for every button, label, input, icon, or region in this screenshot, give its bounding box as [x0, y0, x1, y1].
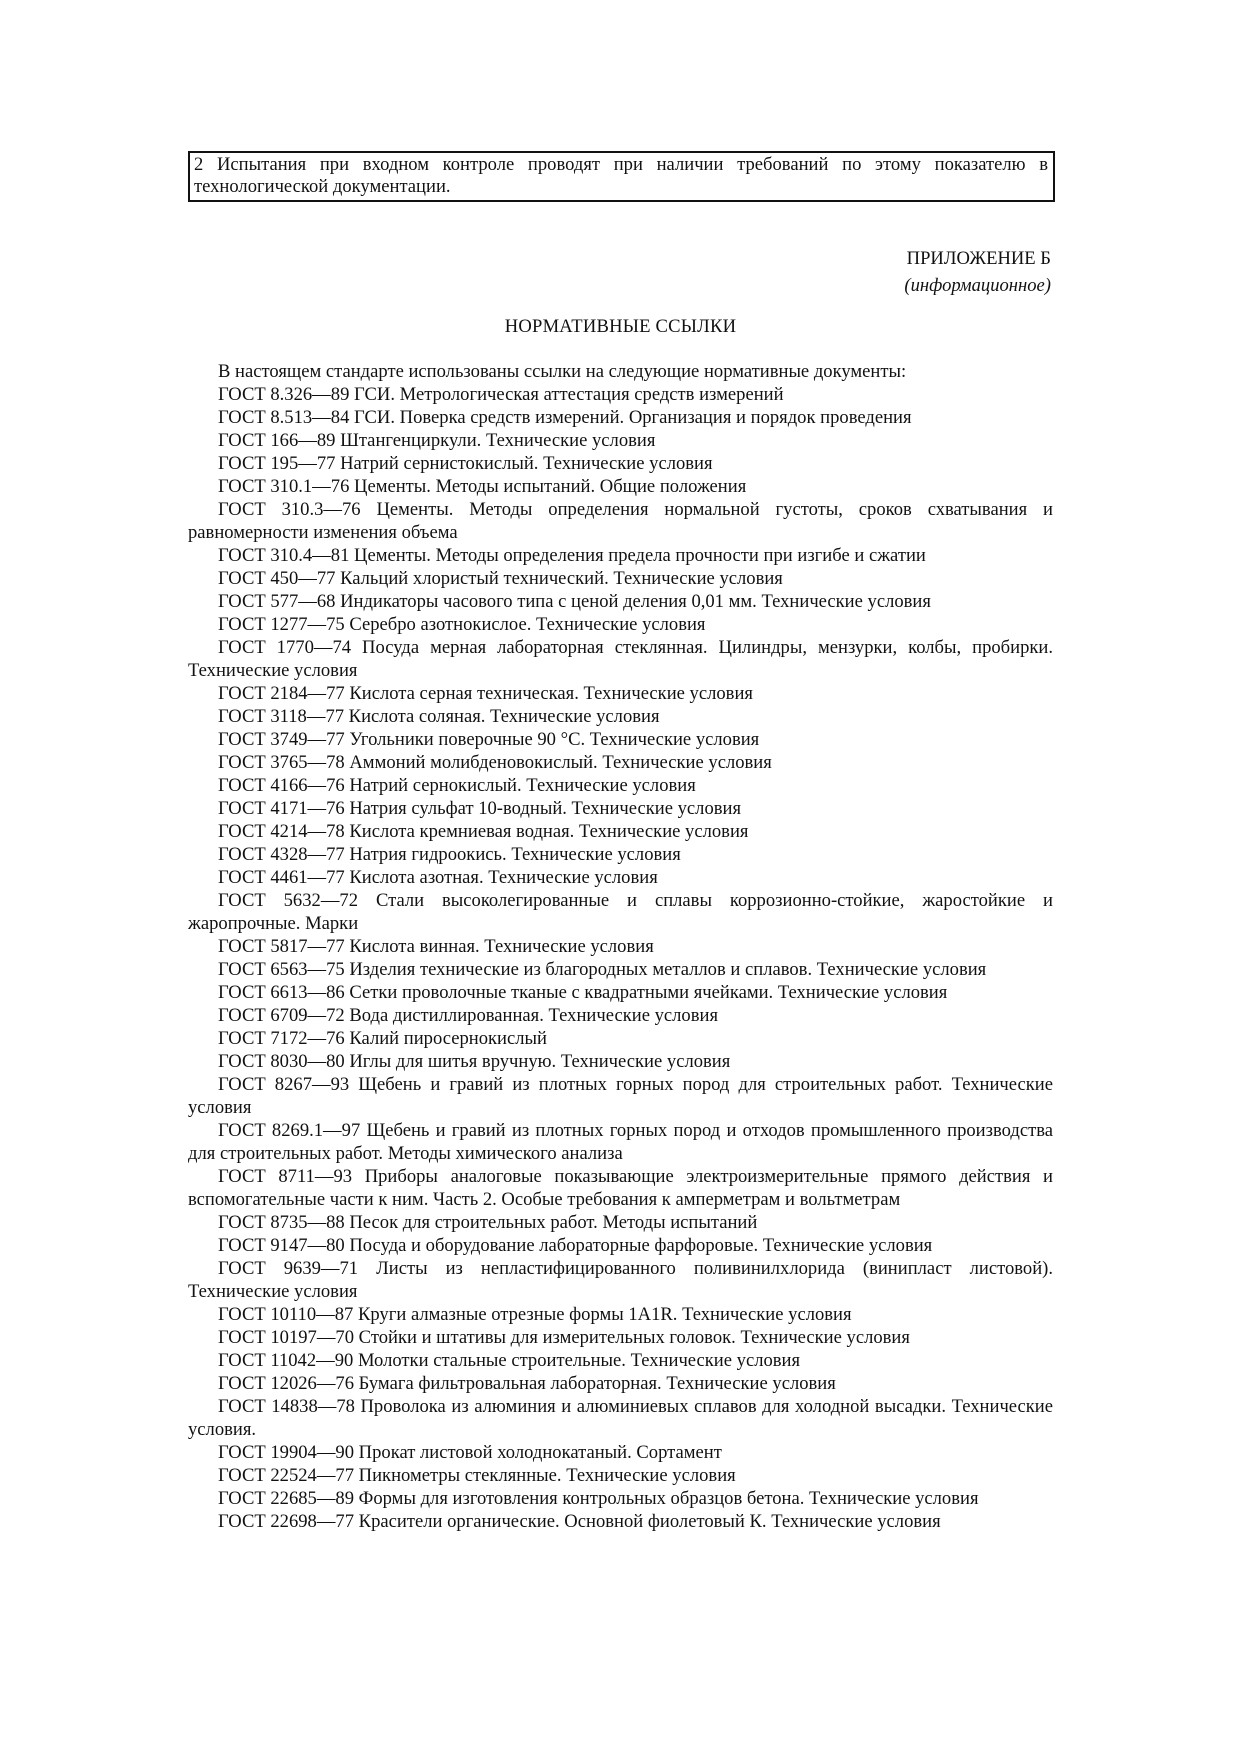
appendix-label: ПРИЛОЖЕНИЕ Б — [906, 248, 1051, 269]
note-text: 2 Испытания при входном контроле проводят при наличии требований по этому показателю в технологической документации. — [194, 154, 1048, 197]
appendix-heading — [904, 245, 1051, 299]
reference-item: ГОСТ 310.4—81 Цементы. Методы определения предела прочности при изгибе и сжатии — [218, 545, 926, 566]
reference-item: ГОСТ 6709—72 Вода дистиллированная. Технические условия — [218, 1005, 718, 1026]
reference-item: ГОСТ 9147—80 Посуда и оборудование лабораторные фарфоровые. Технические условия — [218, 1235, 933, 1256]
reference-item: ГОСТ 22685—89 Формы для изготовления контрольных образцов бетона. Технические условия — [218, 1488, 979, 1509]
reference-item: ГОСТ 19904—90 Прокат листовой холоднокатаный. Сортамент — [218, 1442, 722, 1463]
reference-item: ГОСТ 4166—76 Натрий сернокислый. Технические условия — [218, 775, 696, 796]
reference-item: ГОСТ 4171—76 Натрия сульфат 10-водный. Технические условия — [218, 798, 742, 819]
reference-item: ГОСТ 4461—77 Кислота азотная. Технические условия — [218, 867, 658, 888]
reference-item: ГОСТ 4214—78 Кислота кремниевая водная. Технические условия — [218, 821, 749, 842]
reference-item: ГОСТ 7172—76 Калий пиросернокислый — [218, 1028, 547, 1049]
reference-item: ГОСТ 10110—87 Круги алмазные отрезные формы 1A1R. Технические условия — [218, 1304, 852, 1325]
reference-item: ГОСТ 11042—90 Молотки стальные строительные. Технические условия — [218, 1350, 801, 1371]
reference-item: ГОСТ 310.1—76 Цементы. Методы испытаний. Общие положения — [218, 476, 747, 497]
reference-item: ГОСТ 22524—77 Пикнометры стеклянные. Технические условия — [218, 1465, 736, 1486]
references-list — [188, 360, 1053, 1533]
reference-item: ГОСТ 8030—80 Иглы для шитья вручную. Технические условия — [218, 1051, 731, 1072]
intro-paragraph: В настоящем стандарте использованы ссылки на следующие нормативные документы: — [218, 361, 907, 382]
reference-item: ГОСТ 5817—77 Кислота винная. Технические условия — [218, 936, 654, 957]
reference-item: ГОСТ 9639—71 Листы из непластифицированного поливинилхлорида (винипласт листовой). Технические условия — [188, 1258, 1053, 1302]
appendix-kind: (информационное) — [904, 275, 1051, 296]
reference-item: ГОСТ 8.326—89 ГСИ. Метрологическая аттестация средств измерений — [218, 384, 784, 405]
reference-item: ГОСТ 8711—93 Приборы аналоговые показывающие электроизмерительные прямого действия и вспомогательные части к ним. Часть 2. Особые требования к амперметрам и вольтметрам — [188, 1166, 1053, 1210]
section-title: НОРМАТИВНЫЕ ССЫЛКИ — [504, 316, 737, 337]
reference-item: ГОСТ 5632—72 Стали высоколегированные и сплавы коррозионно-стойкие, жаростойкие и жаропрочные. Марки — [188, 890, 1053, 934]
reference-item: ГОСТ 450—77 Кальций хлористый технический. Технические условия — [218, 568, 783, 589]
reference-item: ГОСТ 22698—77 Красители органические. Основной фиолетовый К. Технические условия — [218, 1511, 941, 1532]
reference-item: ГОСТ 12026—76 Бумага фильтровальная лабораторная. Технические условия — [218, 1373, 836, 1394]
reference-item: ГОСТ 3118—77 Кислота соляная. Технические условия — [218, 706, 660, 727]
reference-item: ГОСТ 4328—77 Натрия гидроокись. Технические условия — [218, 844, 681, 865]
reference-item: ГОСТ 6563—75 Изделия технические из благородных металлов и сплавов. Технические условия — [218, 959, 987, 980]
reference-item: ГОСТ 10197—70 Стойки и штативы для измерительных головок. Технические условия — [218, 1327, 910, 1348]
reference-item: ГОСТ 8.513—84 ГСИ. Поверка средств измерений. Организация и порядок проведения — [218, 407, 912, 428]
reference-item: ГОСТ 8267—93 Щебень и гравий из плотных горных пород для строительных работ. Технические условия — [188, 1074, 1053, 1118]
reference-item: ГОСТ 195—77 Натрий сернистокислый. Технические условия — [218, 453, 713, 474]
reference-item: ГОСТ 8735—88 Песок для строительных работ. Методы испытаний — [218, 1212, 758, 1233]
reference-item: ГОСТ 8269.1—97 Щебень и гравий из плотных горных пород и отходов промышленного производства для строительных работ. Методы химического анализа — [188, 1120, 1053, 1164]
note-box — [188, 151, 1055, 202]
reference-item: ГОСТ 14838—78 Проволока из алюминия и алюминиевых сплавов для холодной высадки. Технические условия. — [188, 1396, 1053, 1440]
reference-item: ГОСТ 166—89 Штангенциркули. Технические условия — [218, 430, 656, 451]
reference-item: ГОСТ 1770—74 Посуда мерная лабораторная стеклянная. Цилиндры, мензурки, колбы, пробирки. Технические условия — [188, 637, 1053, 681]
reference-item: ГОСТ 1277—75 Серебро азотнокислое. Технические условия — [218, 614, 706, 635]
reference-item: ГОСТ 310.3—76 Цементы. Методы определения нормальной густоты, сроков схватывания и равномерности изменения объема — [188, 499, 1053, 543]
reference-item: ГОСТ 6613—86 Сетки проволочные тканые с квадратными ячейками. Технические условия — [218, 982, 948, 1003]
reference-item: ГОСТ 577—68 Индикаторы часового типа с ценой деления 0,01 мм. Технические условия — [218, 591, 931, 612]
reference-item: ГОСТ 3765—78 Аммоний молибденовокислый. Технические условия — [218, 752, 772, 773]
reference-item: ГОСТ 3749—77 Угольники поверочные 90 °С. Технические условия — [218, 729, 760, 750]
reference-item: ГОСТ 2184—77 Кислота серная техническая. Технические условия — [218, 683, 753, 704]
